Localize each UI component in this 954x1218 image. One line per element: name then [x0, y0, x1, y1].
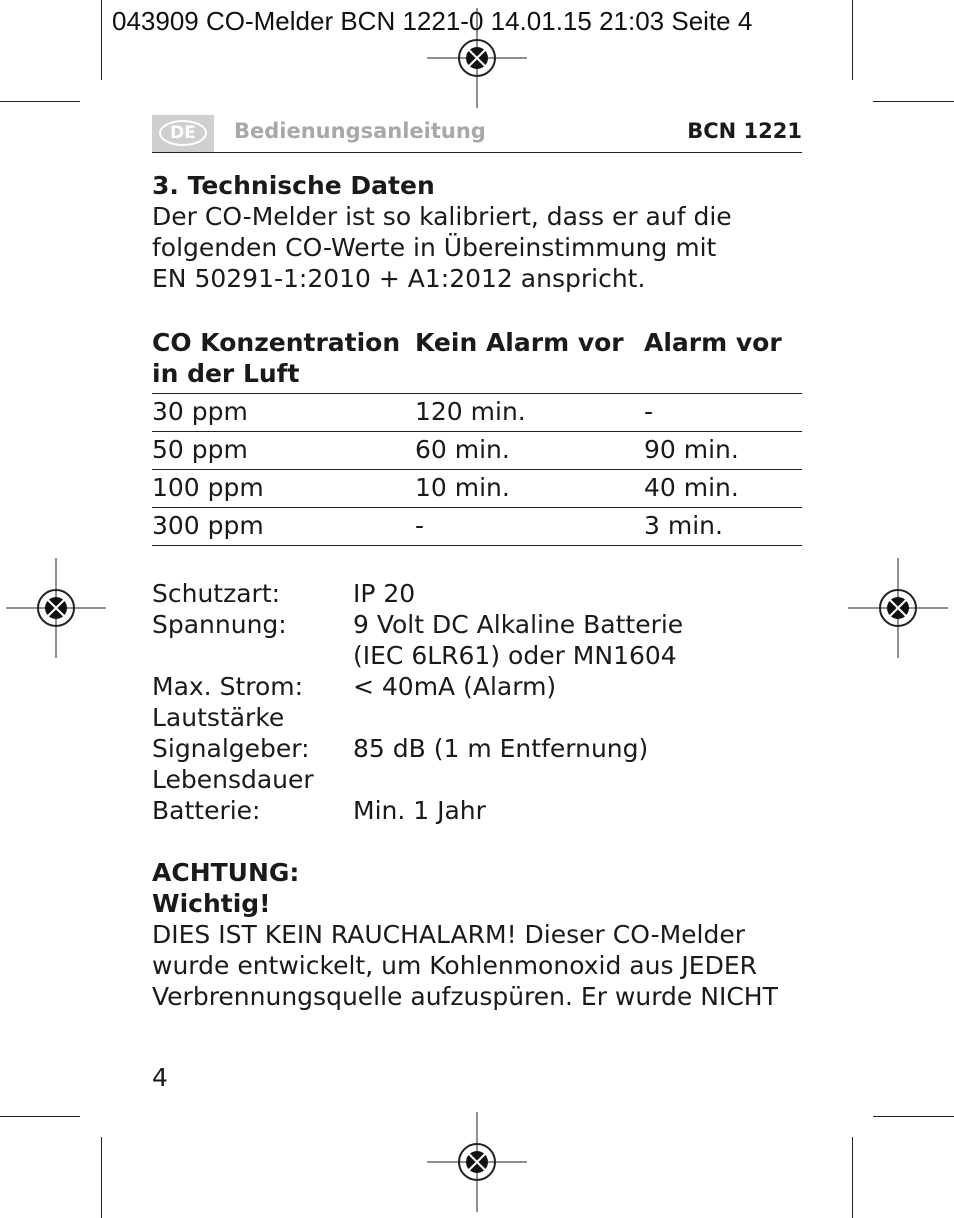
co-response-table: [152, 324, 802, 546]
table-cell: 40 min.: [644, 470, 802, 508]
print-slug: 043909 CO-Melder BCN 1221-0 14.01.15 21:03 Seite 4: [112, 6, 753, 36]
spec-value: < 40mA (Alarm): [353, 672, 557, 701]
crop-mark: [101, 1137, 102, 1218]
table-header-row: [152, 324, 802, 394]
table-row: [152, 470, 802, 508]
table-cell: 60 min.: [415, 432, 644, 470]
table-row: [152, 432, 802, 470]
table-row: [152, 394, 802, 432]
intro-line: EN 50291-1:2010 + A1:2012 anspricht.: [152, 264, 646, 293]
section-intro: [152, 201, 812, 294]
registration-mark-icon: [6, 558, 106, 658]
header-divider: [152, 152, 802, 153]
page-header: [152, 115, 802, 153]
page-number: 4: [152, 1063, 168, 1092]
spec-value: 85 dB (1 m Entfernung): [353, 734, 649, 763]
crop-mark: [852, 0, 853, 80]
warning-text: [152, 919, 812, 1012]
spec-row: [152, 578, 812, 609]
spec-label: Batterie:: [152, 796, 261, 825]
warning-text-line: Verbrennungsquelle aufzuspüren. Er wurde NICHT: [152, 982, 778, 1011]
warning-title-line: Wichtig!: [152, 889, 271, 918]
spec-row: [152, 733, 812, 764]
spec-value: 9 Volt DC Alkaline Batterie: [353, 610, 684, 639]
crop-mark: [0, 1116, 80, 1117]
table-cell: 90 min.: [644, 432, 802, 470]
language-badge-label: DE: [159, 120, 207, 146]
table-cell: 100 ppm: [152, 470, 415, 508]
table-row: [152, 508, 802, 546]
warning-title: [152, 857, 812, 919]
warning-title-line: ACHTUNG:: [152, 858, 300, 887]
spec-row: [152, 764, 812, 795]
crop-mark: [873, 101, 954, 102]
spec-value: [353, 764, 812, 795]
spec-label: Schutzart:: [152, 579, 281, 608]
intro-line: Der CO-Melder ist so kalibriert, dass er auf die: [152, 202, 732, 231]
spec-value: (IEC 6LR61) oder MN1604: [353, 641, 677, 670]
spec-label: Lautstärke: [152, 703, 285, 732]
document-kind: Bedienungsanleitung: [234, 119, 486, 143]
spec-value: [353, 702, 812, 733]
column-header-concentration: CO Konzentration in der Luft: [152, 328, 401, 388]
intro-line: folgenden CO-Werte in Übereinstimmung mit: [152, 233, 717, 262]
table-cell: -: [415, 508, 644, 546]
model-number: BCN 1221: [687, 119, 802, 143]
spec-list: [152, 578, 812, 826]
spec-label: Max. Strom:: [152, 672, 304, 701]
table-cell: 3 min.: [644, 508, 802, 546]
column-header-alarm-before: Alarm vor: [644, 328, 782, 357]
warning-block: [152, 857, 812, 1012]
registration-mark-icon: [848, 558, 948, 658]
column-header-no-alarm-before: Kein Alarm vor: [415, 328, 624, 357]
warning-text-line: DIES IST KEIN RAUCHALARM! Dieser CO-Melder: [152, 920, 746, 949]
spec-value: Min. 1 Jahr: [353, 796, 486, 825]
spec-row: [152, 702, 812, 733]
table-cell: 30 ppm: [152, 394, 415, 432]
crop-mark: [852, 1137, 853, 1218]
registration-mark-icon: [427, 8, 527, 108]
page-content: [152, 170, 812, 1012]
spec-label: Lebensdauer: [152, 765, 314, 794]
spec-value: IP 20: [353, 579, 416, 608]
language-badge: [152, 115, 214, 153]
spec-label: Signalgeber:: [152, 734, 310, 763]
table-cell: 300 ppm: [152, 508, 415, 546]
table-cell: 120 min.: [415, 394, 644, 432]
table-cell: -: [644, 394, 802, 432]
warning-text-line: wurde entwickelt, um Kohlenmonoxid aus JEDER: [152, 951, 758, 980]
table-cell: 50 ppm: [152, 432, 415, 470]
spec-row: [152, 609, 812, 640]
spec-row: [152, 795, 812, 826]
crop-mark: [873, 1116, 954, 1117]
table-cell: 10 min.: [415, 470, 644, 508]
spec-label: Spannung:: [152, 610, 287, 639]
spec-label: [152, 640, 353, 671]
spec-row: [152, 671, 812, 702]
spec-row: [152, 640, 812, 671]
section-title: 3. Technische Daten: [152, 171, 435, 200]
crop-mark: [0, 101, 80, 102]
registration-mark-icon: [427, 1112, 527, 1212]
crop-mark: [101, 0, 102, 80]
